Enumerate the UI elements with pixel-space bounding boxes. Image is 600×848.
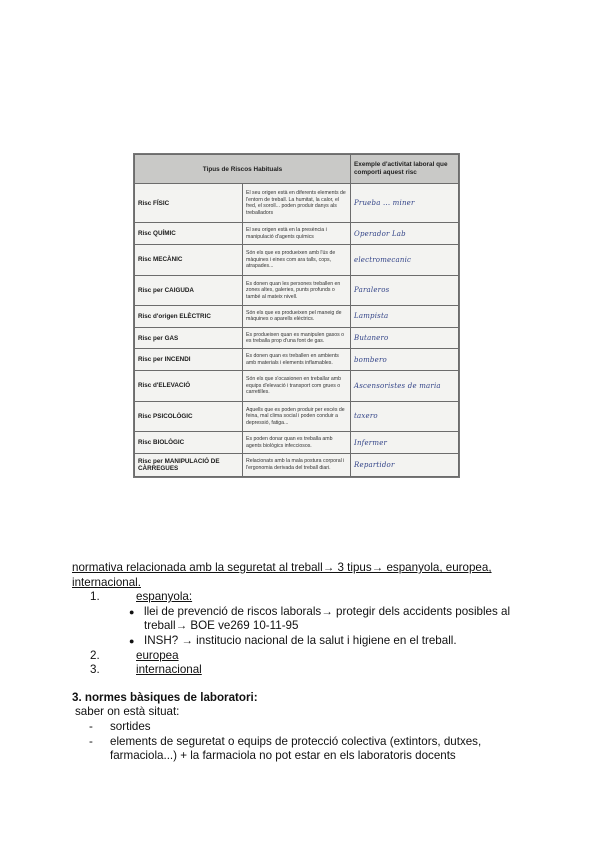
table-row xyxy=(135,371,459,402)
list-item-label: internacional xyxy=(136,663,202,677)
scanned-risk-table xyxy=(133,153,460,478)
risk-table xyxy=(134,154,459,477)
list-item-label: europea xyxy=(136,648,179,662)
notes-section xyxy=(72,561,512,764)
table-row xyxy=(135,401,459,432)
risk-type: Risc PSICOLÒGIC xyxy=(135,401,243,432)
risk-description: Són els que s'ocasionen en treballar amb equips d'elevació i transport com grues o carretilles. xyxy=(243,371,351,402)
list-item-label: espanyola: xyxy=(136,590,193,604)
risk-type: Risc per INCENDI xyxy=(135,349,243,371)
bullet-icon: ● xyxy=(129,606,135,617)
spanish-bullets xyxy=(72,605,512,649)
header-risk-types: Tipus de Riscos Habituals xyxy=(135,155,351,184)
activity-example: bombero xyxy=(351,349,459,371)
activity-example: electromecanic xyxy=(351,245,459,276)
table-row xyxy=(135,245,459,276)
regulation-list xyxy=(72,590,512,605)
dash-item: - elements de seguretat o equips de protecció colectiva (extintors, dutxes, farmaciola...) + la farmaciola no pot estar en els laboratoris docents xyxy=(89,734,482,763)
risk-description: El seu origen està en la presència i manipulació d'agents químics xyxy=(243,223,351,245)
activity-example: Lampista xyxy=(351,306,459,328)
section-heading: 3. normes bàsiques de laboratori: xyxy=(72,690,258,704)
risk-description: Es donen quan es treballen en ambients amb materials i elements inflamables. xyxy=(243,349,351,371)
risk-description: Aquells que es poden produir per excés de feina, mal clima social i poden conduir a depressió, fatiga... xyxy=(243,401,351,432)
table-row xyxy=(135,184,459,223)
regulation-list-cont xyxy=(72,649,512,678)
table-row xyxy=(135,453,459,476)
activity-example: Infermer xyxy=(351,432,459,454)
subline: saber on està situat: xyxy=(75,705,180,719)
intro-line-2: internacional. xyxy=(72,575,141,589)
activity-example: Repartidor xyxy=(351,453,459,476)
risk-type: Risc MECÀNIC xyxy=(135,245,243,276)
bullet-item: ● INSH? → institucio nacional de la salut i higiene en el treball. xyxy=(129,633,457,647)
risk-description: El seu origen està en diferents elements de l'entorn de treball. La humitat, la calor, el fred, el soroll... poden produir danys als treballadors xyxy=(243,184,351,223)
list-item: 3. internacional xyxy=(90,663,202,677)
list-item: 2. europea xyxy=(90,648,179,662)
risk-description: Es produeixen quan es manipulen gasos o es treballa prop d'una font de gas. xyxy=(243,327,351,349)
risk-type: Risc d'ELEVACIÓ xyxy=(135,371,243,402)
intro-line-1: normativa relacionada amb la seguretat al treball→ 3 tipus→ espanyola, europea, xyxy=(72,561,492,574)
risk-type: Risc d'origen ELÈCTRIC xyxy=(135,306,243,328)
bullet-icon: ● xyxy=(129,635,135,646)
activity-example: Prueba ... miner xyxy=(351,184,459,223)
activity-example: taxero xyxy=(351,401,459,432)
risk-type: Risc per GAS xyxy=(135,327,243,349)
table-header-row xyxy=(135,155,459,184)
risk-type: Risc BIOLÒGIC xyxy=(135,432,243,454)
bullet-item: ● llei de prevenció de riscos laborals→ protegir dels accidents posibles al treball→ BOE ve269 10-11-95 xyxy=(129,604,511,633)
table-row xyxy=(135,327,459,349)
activity-example: Ascensoristes de maria xyxy=(351,371,459,402)
activity-example: Paraleros xyxy=(351,275,459,306)
risk-description: Es poden donar quan es treballa amb agents biològics infecciosos. xyxy=(243,432,351,454)
dash-item: - sortides xyxy=(89,719,151,733)
list-item: 1. espanyola: xyxy=(90,590,193,604)
table-row xyxy=(135,306,459,328)
activity-example: Butanero xyxy=(351,327,459,349)
risk-type: Risc per CAIGUDA xyxy=(135,275,243,306)
risk-type: Risc QUÍMIC xyxy=(135,223,243,245)
table-row xyxy=(135,432,459,454)
table-row xyxy=(135,275,459,306)
header-activity-example: Exemple d'activitat laboral que comporti aquest risc xyxy=(351,155,459,184)
table-row xyxy=(135,349,459,371)
risk-description: Relacionats amb la mala postura corporal i l'ergonomia derivada del treball diari. xyxy=(243,453,351,476)
activity-example: Operador Lab xyxy=(351,223,459,245)
table-row xyxy=(135,223,459,245)
risk-description: Són els que es produeixen amb l'ús de màquines i eines com ara talls, cops, atrapades... xyxy=(243,245,351,276)
risk-description: Es donen quan les persones treballen en zones altes, galeries, punts profunds o també al mateix nivell. xyxy=(243,275,351,306)
risk-type: Risc FÍSIC xyxy=(135,184,243,223)
dash-list xyxy=(72,720,512,764)
risk-type: Risc per MANIPULACIÓ DE CÀRREGUES xyxy=(135,453,243,476)
risk-description: Són els que es produeixen pel maneig de màquines o aparells elèctrics. xyxy=(243,306,351,328)
